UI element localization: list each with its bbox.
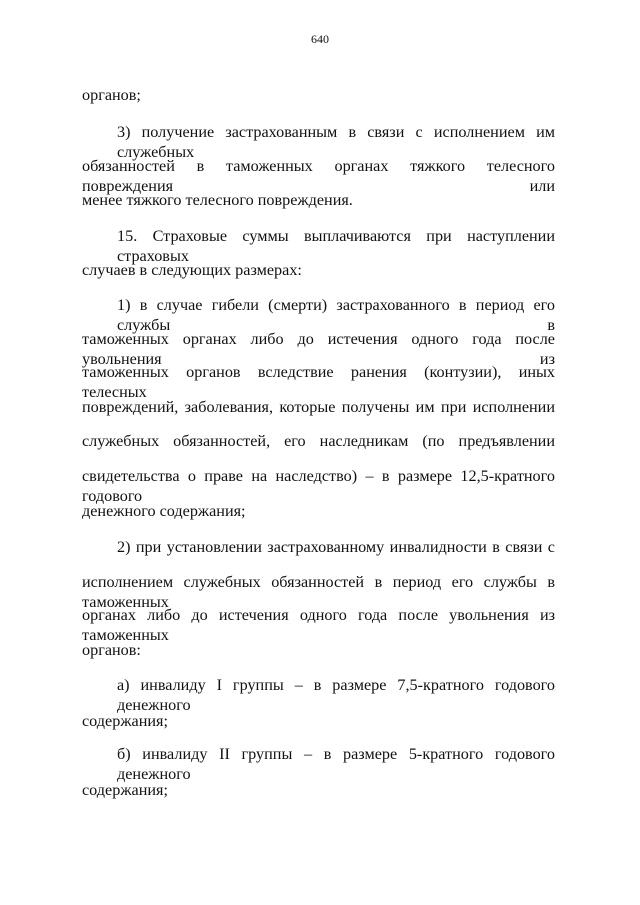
text-line: таможенных органов вследствие ранения (контузии), иных телесных (82, 363, 555, 401)
page-number: 640 (311, 32, 329, 46)
text-line: обязанностей в таможенных органах тяжкого телесного повреждения или (82, 157, 555, 195)
text-line: б) инвалиду II группы – в размере 5-кратного годового денежного (117, 745, 555, 783)
text-line: 1) в случае гибели (смерти) застрахованного в период его службы в (117, 296, 555, 334)
text-line: случаев в следующих размерах: (82, 261, 302, 279)
text-line: 15. Страховые суммы выплачиваются при наступлении страховых (117, 227, 555, 265)
text-line: таможенных органах либо до истечения одного года после увольнения из (82, 330, 555, 368)
text-line: исполнением служебных обязанностей в период его службы в таможенных (82, 573, 555, 611)
text-line: органах либо до истечения одного года после увольнения из таможенных (82, 606, 555, 644)
text-line: менее тяжкого телесного повреждения. (82, 191, 353, 209)
text-line: 3) получение застрахованным в связи с исполнением им служебных (117, 123, 555, 161)
text-line: содержания; (82, 781, 168, 799)
text-line: органов; (82, 86, 141, 104)
text-line: денежного содержания; (82, 502, 246, 520)
text-line: органов: (82, 641, 141, 659)
text-line: свидетельства о праве на наследство) – в размере 12,5-кратного годового (82, 467, 555, 505)
text-line: служебных обязанностей, его наследникам (по предъявлении (82, 432, 555, 450)
text-line: повреждений, заболевания, которые получены им при исполнении (82, 398, 555, 416)
text-line: 2) при установлении застрахованному инвалидности в связи с (117, 538, 555, 556)
text-line: содержания; (82, 712, 168, 730)
text-line: а) инвалиду I группы – в размере 7,5-кратного годового денежного (117, 676, 555, 714)
